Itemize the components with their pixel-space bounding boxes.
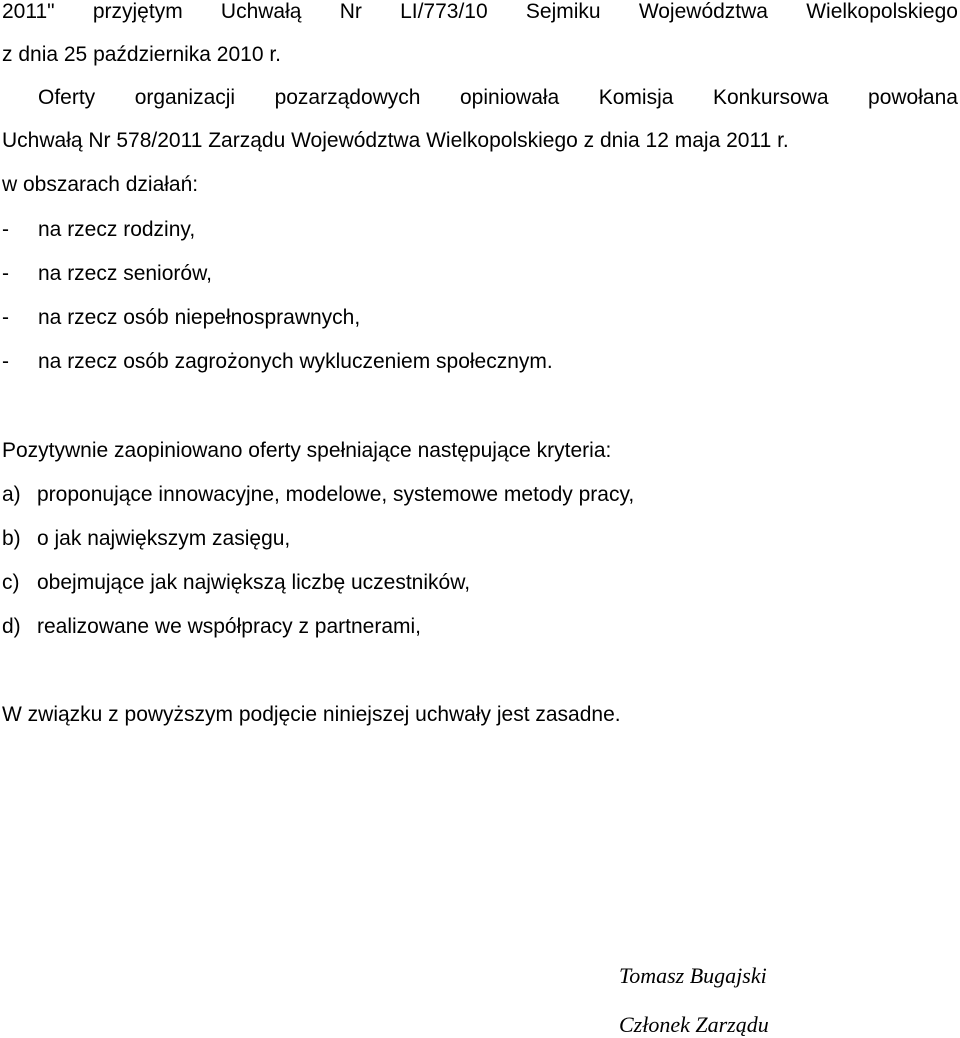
area-text: na rzecz rodziny, — [38, 218, 196, 241]
criteria-marker: c) — [2, 571, 20, 594]
criteria-list-item — [2, 483, 634, 507]
area-text: na rzecz seniorów, — [38, 262, 212, 285]
word: Konkursowa — [712, 86, 829, 109]
criteria-marker: b) — [2, 527, 21, 550]
word: organizacji — [134, 86, 236, 109]
conclusion-text: W związku z powyższym podjęcie niniejszej uchwały jest zasadne. — [2, 703, 621, 726]
area-text: na rzecz osób niepełnosprawnych, — [38, 306, 361, 329]
word: Wielkopolskiego — [806, 0, 958, 23]
list-dash-marker: - — [2, 350, 9, 373]
word: Komisja — [598, 86, 674, 109]
word: Oferty — [38, 86, 96, 109]
criteria-intro: Pozytywnie zaopiniowano oferty spełniające następujące kryteria: — [2, 439, 612, 462]
word: przyjętym — [92, 0, 183, 23]
criteria-list-item — [2, 527, 290, 551]
criteria-list-item — [2, 615, 421, 639]
criteria-text: proponujące innowacyjne, modelowe, systemowe metody pracy, — [37, 483, 635, 506]
criteria-text: obejmujące jak największą liczbę uczestników, — [37, 571, 471, 594]
signatory-name: Tomasz Bugajski — [619, 963, 767, 988]
word: powołana — [868, 86, 958, 109]
area-list-item — [2, 262, 212, 286]
criteria-text: realizowane we współpracy z partnerami, — [37, 615, 421, 638]
criteria-marker: a) — [2, 483, 21, 506]
area-text: na rzecz osób zagrożonych wykluczeniem społecznym. — [38, 350, 553, 373]
word: LI/773/10 — [400, 0, 488, 23]
signatory-role: Członek Zarządu — [619, 1012, 769, 1037]
committee-paragraph-line-2: Uchwałą Nr 578/2011 Zarządu Województwa Wielkopolskiego z dnia 12 maja 2011 r. — [2, 129, 789, 152]
criteria-text: o jak największym zasięgu, — [37, 527, 291, 550]
word: 2011" — [2, 0, 55, 23]
word: opiniowała — [460, 86, 560, 109]
list-dash-marker: - — [2, 306, 9, 329]
committee-paragraph-line-3: w obszarach działań: — [2, 173, 199, 196]
committee-paragraph-line-1 — [38, 86, 958, 110]
list-dash-marker: - — [2, 218, 9, 241]
word: Uchwałą — [220, 0, 302, 23]
criteria-marker: d) — [2, 615, 21, 638]
area-list-item — [2, 350, 553, 374]
criteria-list-item — [2, 571, 470, 595]
area-list-item — [2, 218, 195, 242]
list-dash-marker: - — [2, 262, 9, 285]
word: Sejmiku — [525, 0, 601, 23]
word: Województwa — [638, 0, 768, 23]
word: Nr — [339, 0, 362, 23]
intro-paragraph-line-2: z dnia 25 października 2010 r. — [2, 43, 282, 66]
area-list-item — [2, 306, 360, 330]
intro-paragraph-line-1 — [2, 0, 958, 24]
word: pozarządowych — [274, 86, 421, 109]
